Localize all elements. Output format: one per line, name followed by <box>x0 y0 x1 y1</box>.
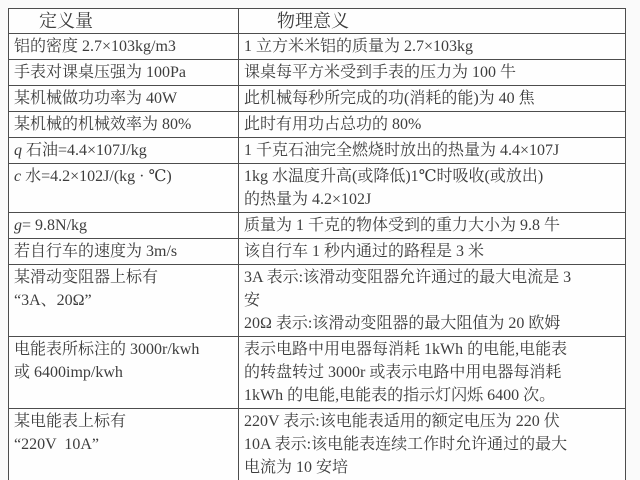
cell-text: 1 千克石油完全燃烧时放出的热量为 4.4×107J <box>244 142 560 159</box>
meaning-cell <box>239 86 626 112</box>
table-row <box>9 138 626 164</box>
definitions-table-body <box>9 34 626 480</box>
meaning-cell <box>239 239 626 265</box>
cell-text: 此时有用功占总功的 80% <box>244 116 422 133</box>
cell-text: 电能表所标注的 3000r/kwh <box>14 341 200 358</box>
table-row <box>9 265 626 337</box>
meaning-cell <box>239 60 626 86</box>
symbol-italic: c <box>14 168 26 185</box>
cell-text: 某机械的机械效率为 80% <box>14 116 192 133</box>
cell-text: 手表对课桌压强为 100Pa <box>14 64 187 81</box>
cell-text: 10A 表示:该电能表连续工作时允许通过的最大 <box>244 436 568 453</box>
definition-cell <box>9 265 239 337</box>
definition-cell <box>9 86 239 112</box>
definition-cell <box>9 112 239 138</box>
definition-cell <box>9 34 239 60</box>
table-row <box>9 213 626 239</box>
cell-text: 铝的密度 2.7×103kg/m3 <box>14 38 176 55</box>
definition-cell <box>9 213 239 239</box>
symbol-italic: q <box>14 142 26 159</box>
cell-text: 3A 表示:该滑动变阻器允许通过的最大电流是 3 <box>244 269 572 286</box>
cell-text: 的转盘转过 3000r 或表示电路中用电器每消耗 <box>244 364 562 381</box>
meaning-cell <box>239 265 626 337</box>
cell-text: 1kWh 的电能,电能表的指示灯闪烁 6400 次。 <box>244 387 556 404</box>
cell-text: 表示电路中用电器每消耗 1kWh 的电能,电能表 <box>244 341 568 358</box>
cell-text: 此机械每秒所完成的功(消耗的能)为 40 焦 <box>244 90 535 107</box>
meaning-cell <box>239 138 626 164</box>
cell-text: = 9.8N/kg <box>22 217 88 234</box>
cell-text: “220V 10A” <box>14 436 100 453</box>
cell-text: 电流为 10 安培 <box>244 459 349 476</box>
definition-cell <box>9 409 239 480</box>
definition-cell <box>9 138 239 164</box>
cell-text: 石油=4.4×107J/kg <box>26 142 147 159</box>
cell-text: 安 <box>244 292 261 309</box>
cell-text: 1kg 水温度升高(或降低)1℃时吸收(或放出) <box>244 168 544 185</box>
cell-text: 220V 表示:该电能表适用的额定电压为 220 伏 <box>244 413 560 430</box>
table-header-row <box>9 9 626 34</box>
cell-text: 20Ω 表示:该滑动变阻器的最大阻值为 20 欧姆 <box>244 315 561 332</box>
symbol-italic: g <box>14 217 22 234</box>
cell-text: 该自行车 1 秒内通过的路程是 3 米 <box>244 243 485 260</box>
header-meaning: 物理意义 <box>239 9 626 34</box>
table-row <box>9 86 626 112</box>
definition-cell <box>9 60 239 86</box>
meaning-cell <box>239 112 626 138</box>
table-row <box>9 112 626 138</box>
cell-text: 若自行车的速度为 3m/s <box>14 243 178 260</box>
meaning-cell <box>239 34 626 60</box>
cell-text: “3A、20Ω” <box>14 292 92 309</box>
table-row <box>9 409 626 480</box>
cell-text: 某机械做功功率为 40W <box>14 90 178 107</box>
definitions-table <box>8 8 626 480</box>
meaning-cell <box>239 213 626 239</box>
cell-text: 某滑动变阻器上标有 <box>14 269 159 286</box>
meaning-cell <box>239 409 626 480</box>
meaning-cell <box>239 164 626 213</box>
header-definition: 定义量 <box>9 9 239 34</box>
cell-text: 某电能表上标有 <box>14 413 127 430</box>
cell-text: 水=4.2×102J/(kg · ℃) <box>25 168 172 185</box>
cell-text: 1 立方米米铝的质量为 2.7×103kg <box>244 38 474 55</box>
cell-text: 质量为 1 千克的物体受到的重力大小为 9.8 牛 <box>244 217 561 234</box>
table-row <box>9 34 626 60</box>
table-row <box>9 337 626 409</box>
table-row <box>9 60 626 86</box>
table-row <box>9 239 626 265</box>
definition-cell <box>9 239 239 265</box>
definition-cell <box>9 164 239 213</box>
meaning-cell <box>239 337 626 409</box>
cell-text: 的热量为 4.2×102J <box>244 191 372 208</box>
definition-cell <box>9 337 239 409</box>
table-row <box>9 164 626 213</box>
cell-text: 课桌每平方米受到手表的压力为 100 牛 <box>244 64 517 81</box>
cell-text: 或 6400imp/kwh <box>14 364 123 381</box>
